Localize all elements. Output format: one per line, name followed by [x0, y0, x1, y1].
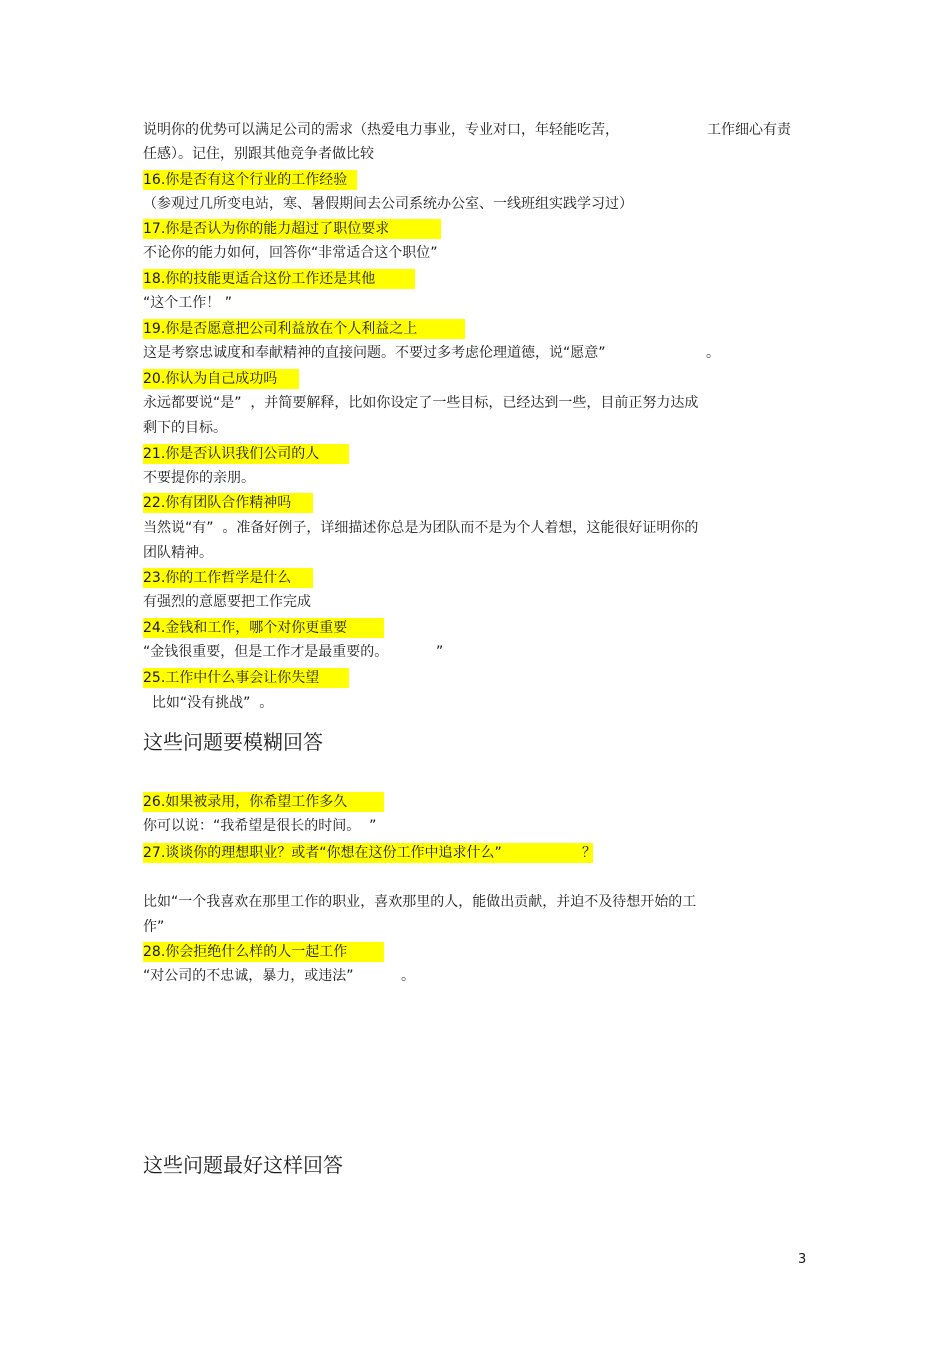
intro-line-2: 任感）。记住，别跟其他竞争者做比较	[143, 146, 374, 162]
intro-line-1b: 工作细心有责	[707, 122, 791, 138]
question-27: 27.谈谈你的理想职业？或者“你想在这份工作中追求什么”	[143, 845, 502, 861]
section-heading-best: 这些问题最好这样回答	[143, 1153, 343, 1177]
question-16: 16.你是否有这个行业的工作经验	[143, 172, 348, 188]
answer-24-end: ”	[436, 644, 444, 660]
answer-18: “这个工作！ ”	[143, 295, 232, 311]
question-19: 19.你是否愿意把公司利益放在个人利益之上	[143, 321, 418, 337]
answer-22-line-1: 当然说“有” 。准备好例子，详细描述你总是为团队而不是为个人着想，这能很好证明你的	[143, 520, 699, 536]
page-number: 3	[798, 1252, 807, 1267]
answer-20-line-1: 永远都要说“是” ，并简要解释，比如你设定了一些目标，已经达到一些，目前正努力达成	[143, 395, 699, 411]
question-25: 25.工作中什么事会让你失望	[143, 670, 320, 686]
answer-23: 有强烈的意愿要把工作完成	[143, 594, 311, 610]
answer-20-line-2: 剩下的目标。	[143, 420, 227, 436]
question-27-end: ？	[582, 845, 596, 861]
section-heading-vague: 这些问题要模糊回答	[143, 730, 323, 754]
question-22: 22.你有团队合作精神吗	[143, 495, 292, 511]
answer-21: 不要提你的亲朋。	[143, 470, 255, 486]
question-26: 26.如果被录用，你希望工作多久	[143, 794, 348, 810]
answer-17: 不论你的能力如何，回答你“非常适合这个职位”	[143, 245, 438, 261]
answer-25: 比如“没有挑战” 。	[143, 695, 274, 711]
answer-26: 你可以说：“我希望是很长的时间。 ”	[143, 818, 377, 834]
answer-28-end: 。	[401, 968, 415, 984]
question-21: 21.你是否认识我们公司的人	[143, 446, 320, 462]
answer-16: （参观过几所变电站，寒、暑假期间去公司系统办公室、一线班组实践学习过）	[143, 196, 633, 212]
answer-22-line-2: 团队精神。	[143, 545, 213, 561]
question-23: 23.你的工作哲学是什么	[143, 570, 292, 586]
intro-line-1a: 说明你的优势可以满足公司的需求（热爱电力事业，专业对口，年轻能吃苦，	[143, 122, 619, 138]
question-24: 24.金钱和工作，哪个对你更重要	[143, 620, 348, 636]
answer-19-end: 。	[706, 345, 720, 361]
answer-27-line-1: 比如“一个我喜欢在那里工作的职业，喜欢那里的人，能做出贡献，并迫不及待想开始的工	[143, 894, 697, 910]
answer-28: “对公司的不忠诚，暴力，或违法”	[143, 968, 354, 984]
answer-19: 这是考察忠诚度和奉献精神的直接问题。不要过多考虑伦理道德，说“愿意”	[143, 345, 606, 361]
question-28: 28.你会拒绝什么样的人一起工作	[143, 944, 348, 960]
answer-24: “金钱很重要，但是工作才是最重要的。	[143, 644, 389, 660]
question-18: 18.你的技能更适合这份工作还是其他	[143, 271, 376, 287]
question-20: 20.你认为自己成功吗	[143, 371, 278, 387]
question-17: 17.你是否认为你的能力超过了职位要求	[143, 221, 390, 237]
answer-27-line-2: 作”	[143, 919, 165, 935]
